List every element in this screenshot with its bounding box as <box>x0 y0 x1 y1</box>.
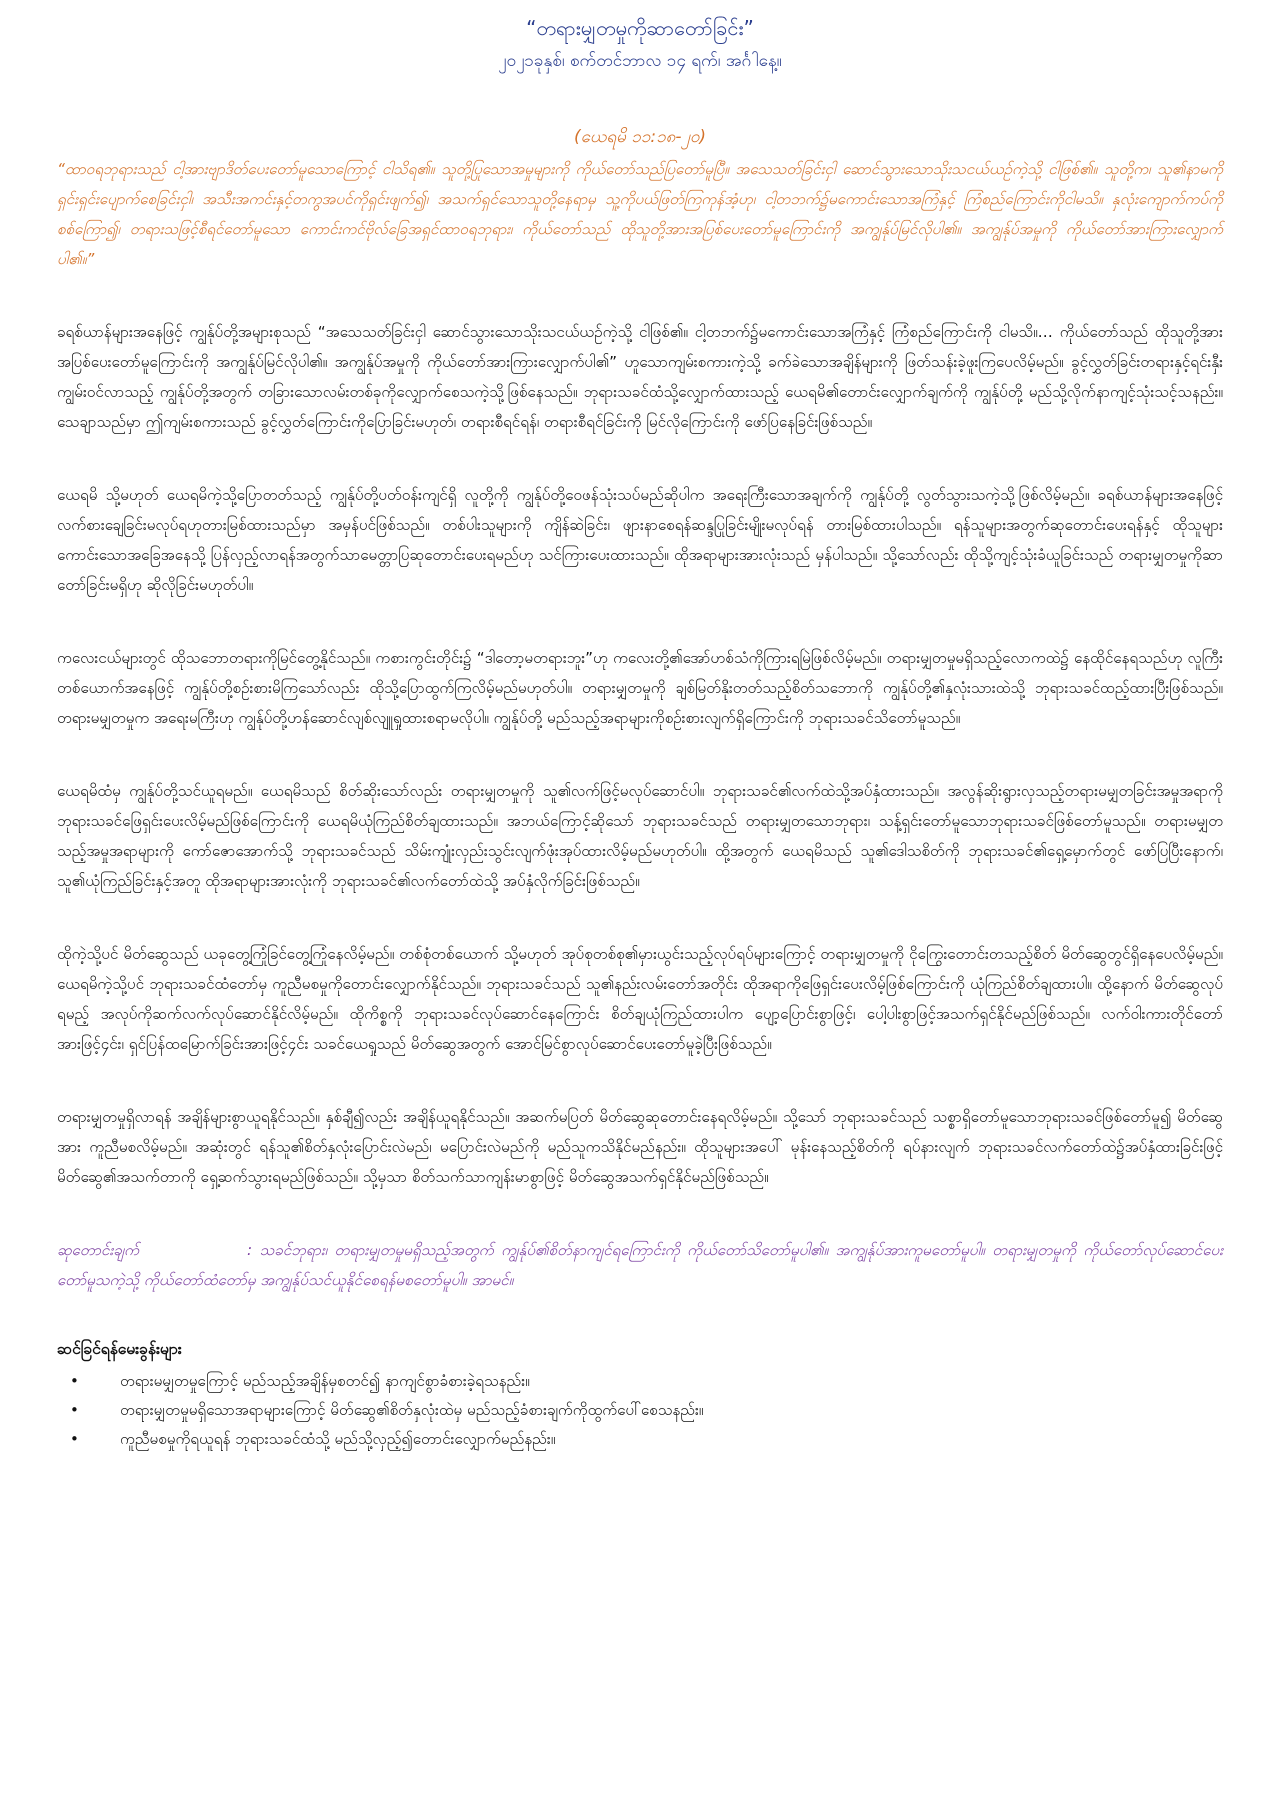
bullet-icon: • <box>70 1430 79 1448</box>
paragraph-2: ယေရမိ သို့မဟုတ် ယေရမိကဲ့သို့ပြောတတ်သည့် ကျွန်ုပ်တို့ပတ်ဝန်းကျင်ရှိ လူတို့ကို ကျွန်ုပ်တို့ဝေဖန်သုံးသပ်မည်ဆိုပါက အရေးကြီးသောအချက်ကို ကျွန်ုပ်တို့ လွတ်သွားသကဲ့သို့ဖြစ်လိမ့်မည်။ ခရစ်ယာန်များအနေဖြင့် လက်စားချေခြင်းမလုပ်ရဟုတားမြစ်ထားသည်မှာ အမှန်ပင်ဖြစ်သည်။ တစ်ပါးသူများကို ကျိန်ဆဲခြင်း၊ ဖျားနာစေရန်ဆန္ဒပြုခြင်းမျိုးမလုပ်ရန် တားမြစ်ထားပါသည်။ ရန်သူများအတွက်ဆုတောင်းပေးရန်နှင့် ထိုသူများကောင်းသောအခြေအနေသို့ ပြန်လှည့်လာရန်အတွက်သာမေတ္တာပြဆုတောင်းပေးရမည်ဟု သင်ကြားပေးထားသည်။ ထိုအရာများအားလုံးသည် မှန်ပါသည်။ သို့သော်လည်း ထိုသို့ကျင့်သုံးခံယူခြင်းသည် တရားမျှတမှုကိုဆာတော်ခြင်းမရှိဟု ဆိုလိုခြင်းမဟုတ်ပါ။ <box>57 486 1223 594</box>
verse-text: “ထာဝရဘုရားသည် ငါ့အားဗျာဒိတ်ပေးတော်မူသောကြောင့် ငါသိရ၏။ သူတို့ပြုသောအမှုများကို ကိုယ်တော်သည်ပြတော်မူပြီ။ အသေသတ်ခြင်းငှါ ဆောင်သွားသောသိုးသငယ်ယဉ်ကဲ့သို့ ငါဖြစ်၏။ သူတို့က၊ သူ၏နာမကိုရှင်းရှင်းပျောက်စေခြင်းငှါ၊ အသီးအကင်းနှင့်တကွအပင်ကိုရှင်းဖျက်၍၊ အသက်ရှင်သောသူတို့နေရာမှ သူ့ကိုပယ်ဖြတ်ကြကုန်အံ့ဟု၊ ငါ့တဘက်၌မကောင်းသောအကြံနှင့် ကြံစည်ကြောင်းကိုငါမသိ။ နှလုံးကျောက်ကပ်ကိုစစ်ကြော၍၊ တရားသဖြင့်စီရင်တော်မူသော ကောင်းကင်ဗိုလ်ခြေအရှင်ထာဝရဘုရား၊ ကိုယ်တော်သည် ထိုသူတို့အားအပြစ်ပေးတော်မူကြောင်းကို အကျွန်ုပ်မြင်လိုပါ၏။ အကျွန်ုပ်အမှုကို ကိုယ်တော်အားကြားလျှောက်ပါ၏။” <box>57 160 1223 268</box>
bullet-icon: • <box>70 1401 79 1419</box>
question-text: တရားမမျှတမှုကြောင့် မည်သည့်အချိန်မှစတင်၍ နာကျင်စွာခံစားခဲ့ရသနည်း။ <box>120 1372 530 1390</box>
list-item <box>70 1425 1223 1454</box>
date-line: ၂၀၂၁ခုနှစ်၊ စက်တင်ဘာလ ၁၄ ရက်၊ အင်္ဂါနေ့။ <box>498 51 782 71</box>
paragraph-1: ခရစ်ယာန်များအနေဖြင့် ကျွန်ုပ်တို့အများစုသည် “အသေသတ်ခြင်းငှါ ဆောင်သွားသောသိုးသငယ်ယဉ်ကဲ့သို့ ငါဖြစ်၏။ ငါ့တဘက်၌မကောင်းသောအကြံနှင့် ကြံစည်ကြောင်းကို ငါမသိ။… ကိုယ်တော်သည် ထိုသူတို့အားအပြစ်ပေးတော်မူကြောင်းကို အကျွန်ုပ်မြင်လိုပါ၏။ အကျွန်ုပ်အမှုကို ကိုယ်တော်အားကြားလျှောက်ပါ၏” ဟူသောကျမ်းစကားကဲ့သို့ ခက်ခဲသောအချိန်များကို ဖြတ်သန်းခဲ့ဖူးကြပေလိမ့်မည်။ ခွင့်လွှတ်ခြင်းတရားနှင့်ရင်းနှီးကျွမ်းဝင်လာသည့် ကျွန်ုပ်တို့အတွက် တခြားသောလမ်းတစ်ခုကိုလျှောက်စေသကဲ့သို့ဖြစ်နေသည်။ ဘုရားသခင်ထံသို့လျှောက်ထားသည့် ယေရမိ၏တောင်းလျှောက်ချက်ကို ကျွန်ုပ်တို့ မည်သို့လိုက်နာကျင့်သုံးသင့်သနည်း။ သေချာသည်မှာ ဤကျမ်းစကားသည် ခွင့်လွှတ်ကြောင်းကိုပြောခြင်းမဟုတ်၊ တရားစီရင်ရန်၊ တရားစီရင်ခြင်းကို မြင်လိုကြောင်းကို ဖော်ပြနေခြင်းဖြစ်သည်။ <box>57 323 1223 431</box>
prayer-text: : သခင်ဘုရား၊ တရားမျှတမှုမရှိသည့်အတွက် ကျွန်ုပ်၏စိတ်နာကျင်ရကြောင်းကို ကိုယ်တော်သိတော်မူပါ၏။ အကျွန်ုပ်အားကူမတော်မူပါ။ တရားမျှတမှုကို ကိုယ်တော်လုပ်ဆောင်ပေးတော်မူသကဲ့သို့ ကိုယ်တော်ထံတော်မှ အကျွန်ုပ်သင်ယူနိုင်စေရန်မစတော်မူပါ။ အာမင်။ <box>57 1241 1223 1289</box>
list-item <box>70 1367 1223 1396</box>
verse-reference: (ယေရမိ ၁၁:၁၈-၂၀) <box>573 127 707 147</box>
question-text: ကူညီမစမှုကိုရယူရန် ဘုရားသခင်ထံသို့ မည်သို့လှည့်၍တောင်းလျှောက်မည်နည်း။ <box>120 1430 556 1448</box>
paragraph-3: ကလေးငယ်များတွင် ထိုသဘောတရားကိုမြင်တွေ့နိုင်သည်။ ကစားကွင်းတိုင်း၌ “ဒါတော့မတရားဘူး”ဟု ကလေးတို့၏အော်ဟစ်သံကိုကြားရမြဲဖြစ်လိမ့်မည်။ တရားမျှတမှုမရှိသည့်လောကထဲ၌ နေထိုင်နေရသည်ဟု လူကြီးတစ်ယောက်အနေဖြင့် ကျွန်ုပ်တို့စဉ်းစားမိကြသော်လည်း ထိုသို့ပြောထွက်ကြလိမ့်မည်မဟုတ်ပါ။ တရားမျှတမှုကို ချစ်မြတ်နိုးတတ်သည့်စိတ်သဘောကို ကျွန်ုပ်တို့၏နှလုံးသားထဲသို့ ဘုရားသခင်ထည့်ထားပြီးဖြစ်သည်။ တရားမမျှတမှုက အရေးမကြီးဟု ကျွန်ုပ်တို့ဟန်ဆောင်လျစ်လျူရှုထားစရာမလိုပါ။ ကျွန်ုပ်တို့ မည်သည့်အရာများကိုစဉ်းစားလျက်ရှိကြောင်းကို ဘုရားသခင်သိတော်မူသည်။ <box>57 649 1223 727</box>
prayer-label: ဆုတောင်းချက် <box>57 1241 140 1259</box>
questions-list <box>57 1367 1223 1454</box>
question-text: တရားမျှတမှုမရှိသောအရာများကြောင့် မိတ်ဆွေ၏စိတ်နှလုံးထဲမှ မည်သည့်ခံစားချက်ကိုထွက်ပေါ်စေသနည်း။ <box>120 1401 704 1419</box>
questions-heading: ဆင်ခြင်ရန်မေးခွန်းများ <box>57 1340 182 1358</box>
paragraph-4: ယေရမိထံမှ ကျွန်ုပ်တို့သင်ယူရမည်။ ယေရမိသည် စိတ်ဆိုးသော်လည်း တရားမျှတမှုကို သူ၏လက်ဖြင့်မလုပ်ဆောင်ပါ။ ဘုရားသခင်၏လက်ထဲသို့အပ်နှံထားသည်။ အလွန်ဆိုးရွားလှသည့်တရားမမျှတခြင်းအမှုအရာကို ဘုရားသခင်ဖြေရှင်းပေးလိမ့်မည်ဖြစ်ကြောင်းကို ယေရမိယုံကြည်စိတ်ချထားသည်။ အဘယ်ကြောင့်ဆိုသော် ဘုရားသခင်သည် တရားမျှတသောဘုရား၊ သန့်ရှင်းတော်မူသောဘုရားသခင်ဖြစ်တော်မူသည်။ တရားမမျှတသည့်အမှုအရာများကို ကော်ဇောအောက်သို့ ဘုရားသခင်သည် သိမ်းကျုံးလှည်းသွင်းလျက်ဖုံးအုပ်ထားလိမ့်မည်မဟုတ်ပါ။ ထို့အတွက် ယေရမိသည် သူ၏ဒေါသစိတ်ကို ဘုရားသခင်၏ရှေ့မှောက်တွင် ဖော်ပြပြီးနောက်၊ သူ၏ယုံကြည်ခြင်းနှင့်အတူ ထိုအရာများအားလုံးကို ဘုရားသခင်၏လက်တော်ထဲသို့ အပ်နှံလိုက်ခြင်းဖြစ်သည်။ <box>57 782 1223 890</box>
page-title: “တရားမျှတမှုကိုဆာတော်ခြင်း” <box>526 16 754 40</box>
bullet-icon: • <box>70 1372 79 1390</box>
list-item <box>70 1396 1223 1425</box>
paragraph-5: ထိုကဲ့သို့ပင် မိတ်ဆွေသည် ယခုတွေ့ကြုံခြင်တွေ့ကြုံနေလိမ့်မည်။ တစ်စုံတစ်ယောက် သို့မဟုတ် အုပ်စုတစ်စု၏မှားယွင်းသည့်လုပ်ရပ်များကြောင့် တရားမျှတမှုကို ငိုကြွေးတောင်းတသည့်စိတ် မိတ်ဆွေတွင်ရှိနေပေလိမ့်မည်။ ယေရမိကဲ့သို့ပင် ဘုရားသခင်ထံတော်မှ ကူညီမစမှုကိုတောင်းလျှောက်နိုင်သည်။ ဘုရားသခင်သည် သူ၏နည်းလမ်းတော်အတိုင်း ထိုအရာကိုဖြေရှင်းပေးလိမ့်ဖြစ်ကြောင်းကို ယုံကြည်စိတ်ချထားပါ။ ထို့နောက် မိတ်ဆွေလုပ်ရမည့် အလုပ်ကိုဆက်လက်လုပ်ဆောင်နိုင်လိမ့်မည်။ ထိုကိစ္စကို ဘုရားသခင်လုပ်ဆောင်နေကြောင်း စိတ်ချယုံကြည်ထားပါက ပျော့ပြောင်းစွာဖြင့်၊ ပေါ့ပါးစွာဖြင့်အသက်ရှင်နိုင်မည်ဖြစ်သည်။ လက်ဝါးကားတိုင်တော်အားဖြင့်၄င်း၊ ရှင်ပြန်ထမြောက်ခြင်းအားဖြင့်၄င်း သခင်ယေရှုသည် မိတ်ဆွေအတွက် အောင်မြင်စွာလုပ်ဆောင်ပေးတော်မူခဲ့ပြီးဖြစ်သည်။ <box>57 945 1223 1053</box>
prayer-block <box>57 1235 1223 1295</box>
paragraph-6: တရားမျှတမှုရှိလာရန် အချိန်များစွာယူရနိုင်သည်။ နှစ်ချီ၍လည်း အချိန်ယူရနိုင်သည်။ အဆက်မပြတ် မိတ်ဆွေဆုတောင်းနေရလိမ့်မည်။ သို့သော် ဘုရားသခင်သည် သစ္စာရှိတော်မူသောဘုရားသခင်ဖြစ်တော်မူ၍ မိတ်ဆွေအား ကူညီမစလိမ့်မည်။ အဆုံးတွင် ရန်သူ၏စိတ်နှလုံးပြောင်းလဲမည်၊ မပြောင်းလဲမည်ကို မည်သူကသိနိုင်မည်နည်း။ ထိုသူများအပေါ် မုန်းနေသည့်စိတ်ကို ရပ်နားလျက် ဘုရားသခင်လက်တော်ထဲ၌အပ်နှံထားခြင်းဖြင့် မိတ်ဆွေ၏အသက်တာကို ရှေ့ဆက်သွားရမည်ဖြစ်သည်။ သို့မှသာ စိတ်သက်သာကျန်းမာစွာဖြင့် မိတ်ဆွေအသက်ရှင်နိုင်မည်ဖြစ်သည်။ <box>57 1108 1223 1186</box>
